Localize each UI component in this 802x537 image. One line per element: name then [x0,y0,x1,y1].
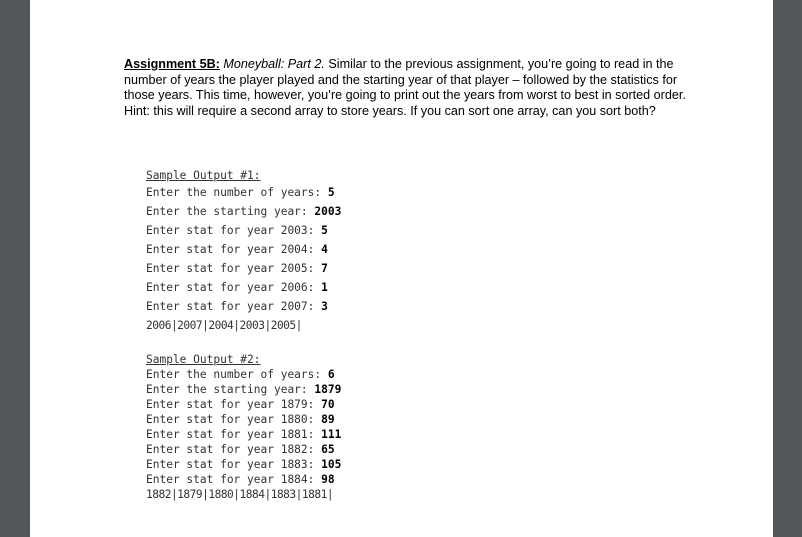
input-value: 98 [321,473,335,486]
input-value: 89 [321,413,335,426]
sample-2-line [146,382,341,397]
sample-2-result: 1882|1879|1880|1884|1883|1881| [146,488,334,501]
document-page [30,0,773,537]
input-value: 1879 [314,383,342,396]
sample-1-line [146,299,328,315]
prompt-text: Enter stat for year 1884: [146,473,322,486]
sample-1-line [146,261,328,277]
prompt-text: Enter stat for year 1879: [146,398,322,411]
sample-1-line [146,204,341,220]
input-value: 70 [321,398,335,411]
input-value: 111 [321,428,342,441]
prompt-text: Enter stat for year 1882: [146,443,322,456]
sample-output-1 [146,168,342,332]
sample-1-heading: Sample Output #1: [146,169,261,182]
prompt-text: Enter stat for year 1883: [146,458,322,471]
sample-2-line [146,442,335,457]
sample-2-line [146,367,335,382]
viewer-left-margin [0,0,30,537]
prompt-text: Enter stat for year 2006: [146,281,322,294]
sample-2-line [146,457,341,472]
input-value: 105 [321,458,342,471]
input-value: 3 [321,300,328,313]
sample-1-line [146,280,328,296]
input-value: 4 [321,243,328,256]
prompt-text: Enter stat for year 1880: [146,413,322,426]
prompt-text: Enter stat for year 2004: [146,243,322,256]
prompt-text: Enter the number of years: [146,368,328,381]
prompt-text: Enter stat for year 2003: [146,224,322,237]
prompt-text: Enter the number of years: [146,186,328,199]
prompt-text: Enter stat for year 1881: [146,428,322,441]
sample-2-line [146,412,335,427]
assignment-paragraph [124,57,689,119]
input-value: 7 [321,262,328,275]
sample-2-line [146,472,335,487]
assignment-title: Assignment 5B: [124,57,220,71]
input-value: 5 [321,224,328,237]
viewer-right-margin [773,0,802,537]
sample-1-result: 2006|2007|2004|2003|2005| [146,319,302,332]
input-value: 6 [327,368,335,381]
sample-2-line [146,427,341,442]
sample-1-line [146,242,328,258]
assignment-body: Similar to the previous assignment, you’re going to read in the number of years the player played and the starting year of that player – followed by the statistics for those years. This time, however, you’re going to print out the years from worst to best in sorted order. Hint: this will require a second array to store years. If you can sort one array, can you sort both? [124,57,686,118]
prompt-text: Enter stat for year 2007: [146,300,322,313]
sample-1-line [146,185,335,201]
input-value: 5 [327,186,335,199]
prompt-text: Enter the starting year: [146,383,315,396]
sample-2-line [146,397,335,412]
sample-1-line [146,223,328,239]
prompt-text: Enter the starting year: [146,205,315,218]
input-value: 65 [321,443,335,456]
sample-output-2 [146,352,342,508]
input-value: 2003 [314,205,342,218]
sample-2-heading: Sample Output #2: [146,353,261,366]
input-value: 1 [321,281,328,294]
prompt-text: Enter stat for year 2005: [146,262,322,275]
assignment-subtitle: Moneyball: Part 2. [223,57,325,71]
